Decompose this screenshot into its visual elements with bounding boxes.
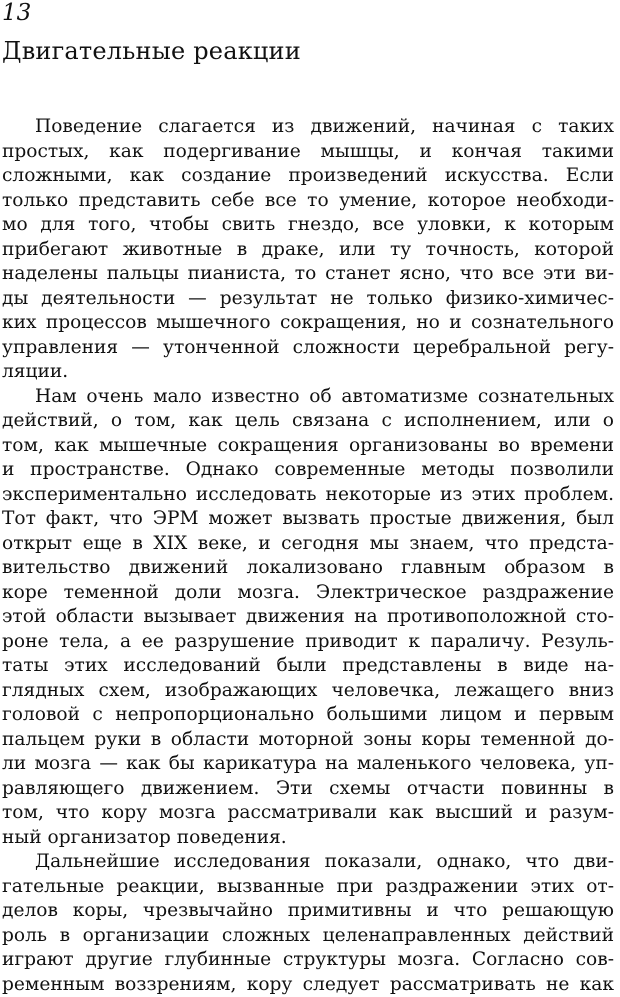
text-line: ляции. (2, 360, 614, 385)
text-line: глядных схем, изображающих человечка, лежащего вниз (2, 679, 614, 704)
chapter-title: Двигательные реакции (2, 36, 301, 66)
text-line: наделены пальцы пианиста, то станет ясно, что все эти ви- (2, 262, 614, 287)
text-line: гательные реакции, вызванные при раздражении этих от- (2, 875, 614, 900)
text-line: Дальнейшие исследования показали, однако, что дви- (2, 850, 614, 875)
text-line: играют другие глубинные структуры мозга. Согласно сов- (2, 948, 614, 973)
text-line: равляющего движением. Эти схемы отчасти повинны в (2, 777, 614, 802)
text-line: прибегают животные в драке, или ту точность, которой (2, 238, 614, 263)
text-line: действий, о том, как цель связана с исполнением, или о (2, 409, 614, 434)
paragraph-3 (2, 850, 614, 997)
text-line: мо для того, чтобы свить гнездо, все уловки, к которым (2, 213, 614, 238)
text-line: пальцем руки в области моторной зоны коры теменной до- (2, 728, 614, 753)
body-text (2, 115, 614, 997)
text-line: этой области вызывает движения на противоположной сто- (2, 605, 614, 630)
text-line: вительство движений локализовано главным образом в (2, 556, 614, 581)
text-line: управления — утонченной сложности церебральной регу- (2, 336, 614, 361)
text-line: ды деятельности — результат не только физико-химичес- (2, 287, 614, 312)
text-line: Тот факт, что ЭРМ может вызвать простые движения, был (2, 507, 614, 532)
paragraph-2 (2, 385, 614, 851)
text-line: таты этих исследований были представлены в виде на- (2, 654, 614, 679)
text-line: и пространстве. Однако современные методы позволили (2, 458, 614, 483)
text-line: том, что кору мозга рассматривали как высший и разум- (2, 801, 614, 826)
text-line: Поведение слагается из движений, начиная с таких (2, 115, 614, 140)
text-line: Нам очень мало известно об автоматизме сознательных (2, 385, 614, 410)
page-number: 13 (2, 0, 31, 26)
text-line: сложными, как создание произведений искусства. Если (2, 164, 614, 189)
text-line: том, как мышечные сокращения организованы во времени (2, 434, 614, 459)
text-line: роль в организации сложных целенаправленных действий (2, 924, 614, 949)
text-line: только представить себе все то умение, которое необходи- (2, 189, 614, 214)
text-line: коре теменной доли мозга. Электрическое раздражение (2, 581, 614, 606)
text-line: открыт еще в XIX веке, и сегодня мы знаем, что предста- (2, 532, 614, 557)
text-line: роне тела, а ее разрушение приводит к параличу. Резуль- (2, 630, 614, 655)
text-line: ли мозга — как бы карикатура на маленького человека, уп- (2, 752, 614, 777)
text-line: ный организатор поведения. (2, 826, 614, 851)
text-line: делов коры, чрезвычайно примитивны и что решающую (2, 899, 614, 924)
text-line: ременным воззрениям, кору следует рассматривать не как (2, 973, 614, 997)
paragraph-1 (2, 115, 614, 385)
text-line: экспериментально исследовать некоторые из этих проблем. (2, 483, 614, 508)
text-line: ких процессов мышечного сокращения, но и сознательного (2, 311, 614, 336)
text-line: простых, как подергивание мышцы, и кончая такими (2, 140, 614, 165)
text-line: головой с непропорционально большими лицом и первым (2, 703, 614, 728)
